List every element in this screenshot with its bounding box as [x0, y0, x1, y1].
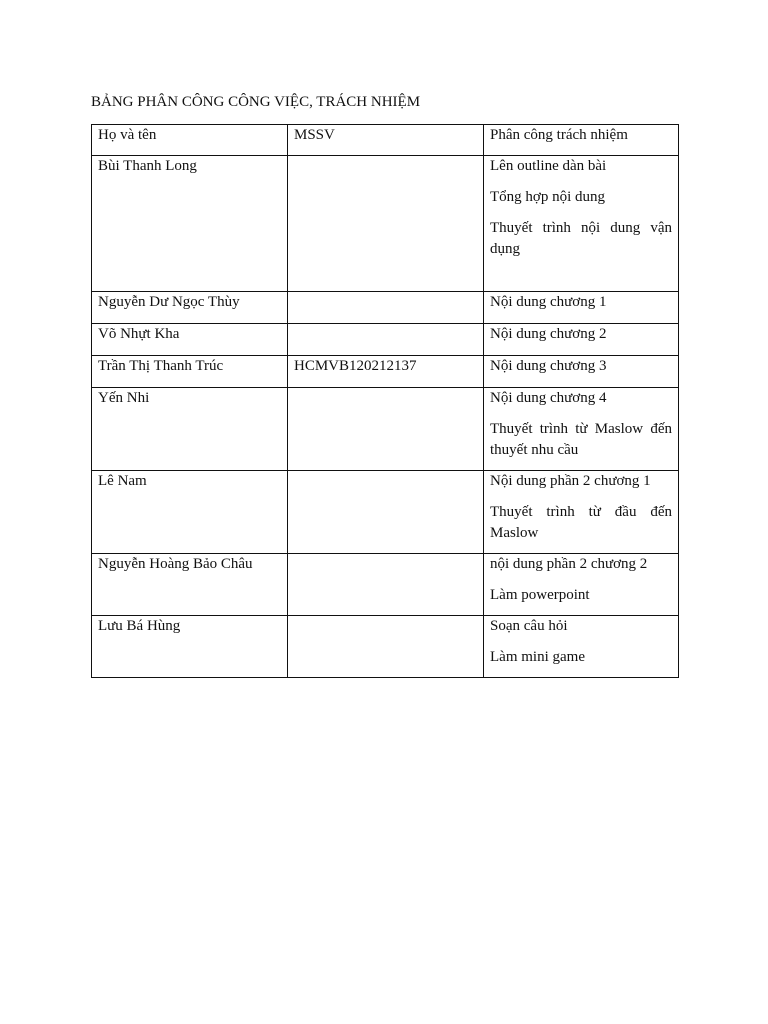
- header-tasks: Phân công trách nhiệm: [484, 125, 679, 156]
- cell-name: Yến Nhi: [92, 388, 288, 471]
- header-mssv: MSSV: [288, 125, 484, 156]
- task-item: Nội dung chương 4: [490, 390, 607, 406]
- table-row: [92, 324, 679, 356]
- cell-tasks: [484, 616, 679, 678]
- table-header-row: [92, 125, 679, 156]
- cell-name: Nguyễn Dư Ngọc Thùy: [92, 292, 288, 324]
- cell-tasks: [484, 292, 679, 324]
- cell-tasks: [484, 554, 679, 616]
- cell-mssv: [288, 324, 484, 356]
- header-name: Họ và tên: [92, 125, 288, 156]
- table-row: [92, 616, 679, 678]
- cell-name: Trần Thị Thanh Trúc: [92, 356, 288, 388]
- cell-tasks: [484, 388, 679, 471]
- document-title: BẢNG PHÂN CÔNG CÔNG VIỆC, TRÁCH NHIỆM: [91, 94, 421, 110]
- table-row: [92, 156, 679, 292]
- cell-name: Lê Nam: [92, 471, 288, 554]
- cell-mssv: [288, 292, 484, 324]
- cell-mssv: [288, 554, 484, 616]
- task-item: Nội dung chương 2: [490, 326, 607, 342]
- assignment-table: [91, 124, 679, 678]
- cell-tasks: [484, 356, 679, 388]
- cell-tasks: [484, 156, 679, 292]
- table-row: [92, 554, 679, 616]
- task-item: Thuyết trình nội dung vận dụng: [490, 220, 672, 257]
- cell-name: Lưu Bá Hùng: [92, 616, 288, 678]
- cell-mssv: [288, 156, 484, 292]
- task-item: Tổng hợp nội dung: [490, 189, 606, 205]
- task-item: Soạn câu hỏi: [490, 618, 568, 634]
- cell-tasks: [484, 324, 679, 356]
- task-item: Làm powerpoint: [490, 587, 590, 603]
- task-item: Nội dung chương 3: [490, 358, 607, 374]
- cell-mssv: [288, 388, 484, 471]
- task-item: Lên outline dàn bài: [490, 158, 607, 174]
- cell-name: Võ Nhựt Kha: [92, 324, 288, 356]
- task-item: Thuyết trình từ Maslow đến thuyết nhu cầu: [490, 421, 672, 458]
- cell-mssv: [288, 471, 484, 554]
- cell-mssv: [288, 616, 484, 678]
- cell-name: Nguyễn Hoàng Bảo Châu: [92, 554, 288, 616]
- cell-name: Bùi Thanh Long: [92, 156, 288, 292]
- table-row: [92, 356, 679, 388]
- task-item: nội dung phần 2 chương 2: [490, 556, 648, 572]
- task-item: Làm mini game: [490, 649, 585, 665]
- table-row: [92, 292, 679, 324]
- task-item: Nội dung chương 1: [490, 294, 607, 310]
- cell-mssv: HCMVB120212137: [288, 356, 484, 388]
- task-item: Nội dung phần 2 chương 1: [490, 473, 651, 489]
- table-row: [92, 471, 679, 554]
- cell-tasks: [484, 471, 679, 554]
- table-row: [92, 388, 679, 471]
- task-item: Thuyết trình từ đầu đến Maslow: [490, 504, 672, 541]
